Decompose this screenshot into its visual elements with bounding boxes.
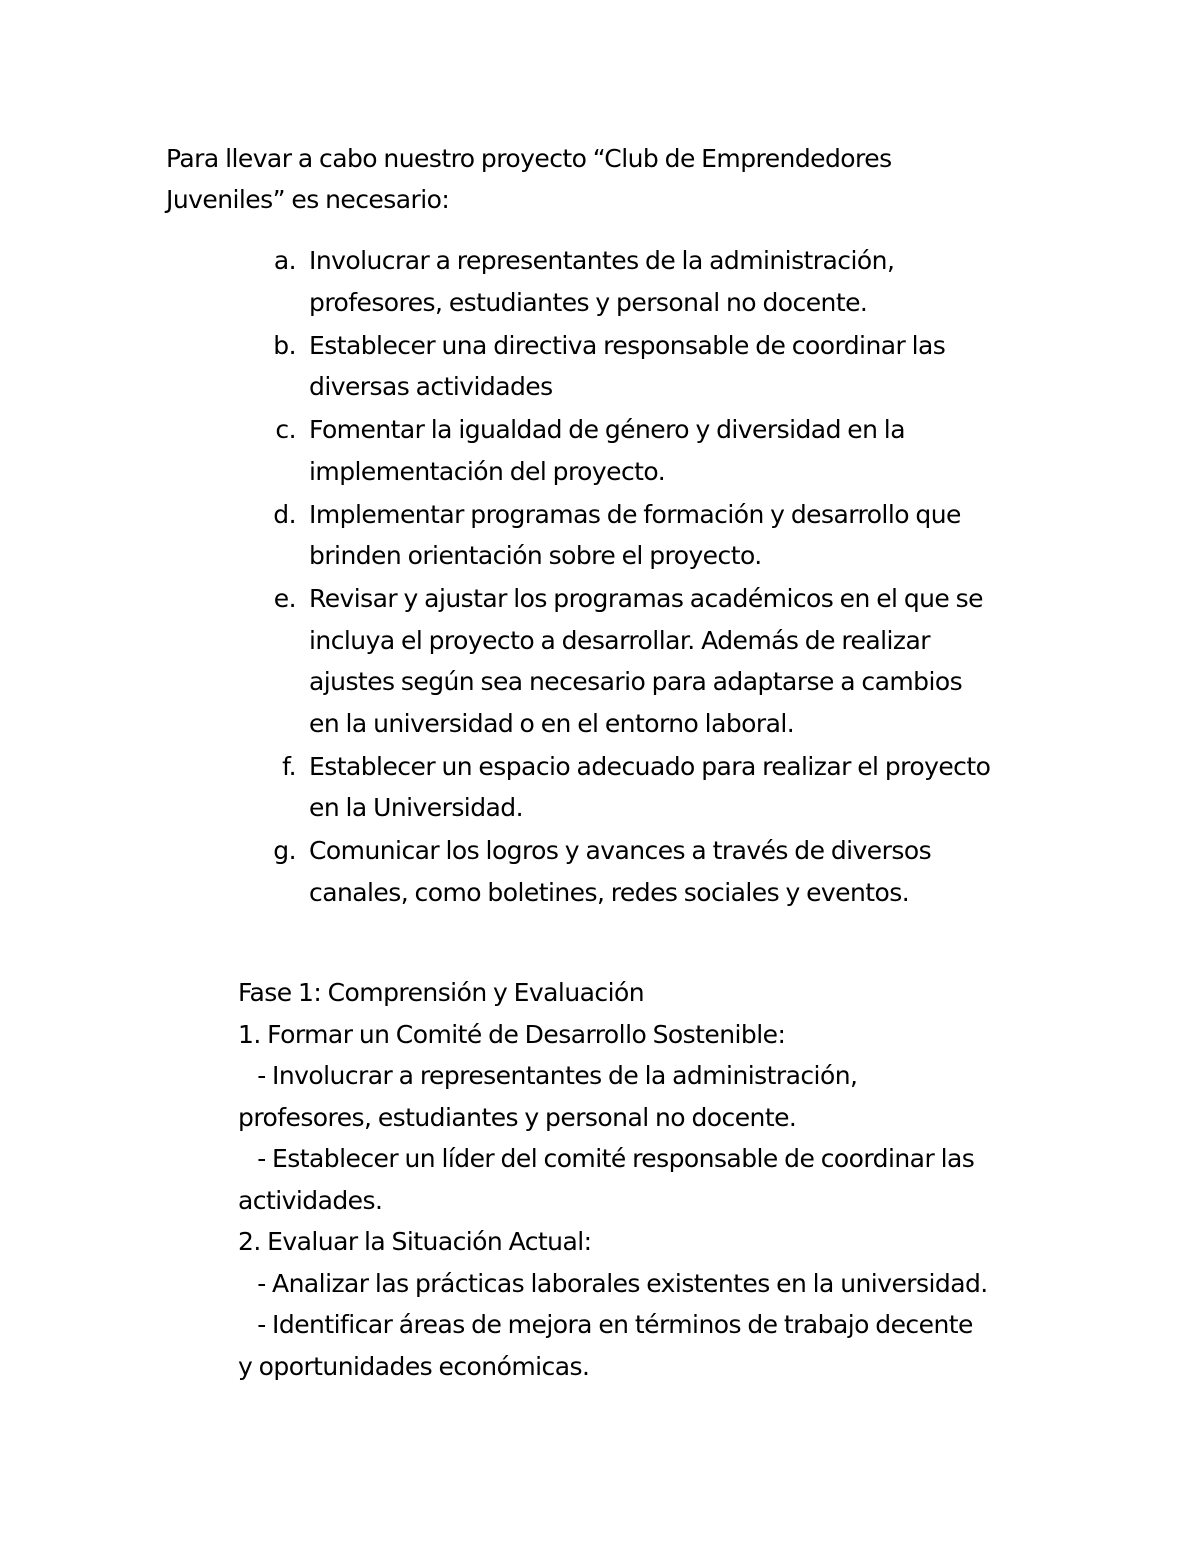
list-marker: a. (273, 246, 296, 275)
list-item-text: Comunicar los logros y avances a través de diversos (309, 836, 932, 865)
list-item-text: Involucrar a representantes de la administración, (309, 246, 895, 275)
phase-line: y oportunidades económicas. (238, 1351, 590, 1381)
phase-line: actividades. (238, 1185, 383, 1215)
intro-paragraph (166, 138, 1046, 220)
list-item (260, 240, 1050, 323)
list-item-text: brinden orientación sobre el proyecto. (309, 541, 762, 570)
phase-line: 2. Evaluar la Situación Actual: (238, 1227, 592, 1256)
phase-title: Fase 1: Comprensión y Evaluación (238, 978, 645, 1007)
list-item (260, 409, 1050, 492)
list-item-text: ajustes según sea necesario para adaptarse a cambios (309, 667, 963, 696)
list-marker: b. (273, 330, 296, 360)
phase-line: - Identificar áreas de mejora en términos de trabajo decente (238, 1310, 973, 1339)
list-item-text: implementación del proyecto. (309, 456, 666, 486)
requirements-list (260, 240, 1050, 915)
list-item (260, 830, 1050, 913)
phase-line: profesores, estudiantes y personal no docente. (238, 1102, 797, 1132)
phase-line: - Establecer un líder del comité responsable de coordinar las (238, 1144, 975, 1173)
list-item (260, 494, 1050, 577)
list-item-text: Establecer un espacio adecuado para realizar el proyecto (309, 751, 991, 781)
list-item-text: profesores, estudiantes y personal no docente. (309, 287, 868, 317)
phase-line: - Analizar las prácticas laborales existentes en la universidad. (238, 1268, 988, 1298)
list-item-text: en la Universidad. (309, 793, 524, 822)
phase-line: - Involucrar a representantes de la administración, (238, 1061, 858, 1090)
list-item-text: Implementar programas de formación y desarrollo que (309, 499, 961, 529)
list-marker: e. (273, 584, 296, 613)
list-item (260, 325, 1050, 408)
phase-section (238, 972, 1058, 1387)
list-item-text: incluya el proyecto a desarrollar. Además de realizar (309, 625, 930, 655)
list-item (260, 746, 1050, 829)
list-item-text: Fomentar la igualdad de género y diversidad en la (309, 415, 905, 444)
list-item-text: diversas actividades (309, 372, 553, 401)
list-marker: c. (275, 415, 296, 444)
list-marker: f. (282, 751, 296, 781)
intro-line: Juveniles” es necesario: (166, 185, 450, 214)
list-marker: d. (273, 499, 296, 529)
phase-line: 1. Formar un Comité de Desarrollo Sostenible: (238, 1019, 786, 1049)
list-marker: g. (273, 836, 296, 865)
list-item-text: canales, como boletines, redes sociales y eventos. (309, 877, 910, 907)
list-item (260, 578, 1050, 744)
list-item-text: Revisar y ajustar los programas académicos en el que se (309, 584, 983, 613)
list-item-text: Establecer una directiva responsable de coordinar las (309, 330, 946, 360)
intro-line: Para llevar a cabo nuestro proyecto “Club de Emprendedores (166, 144, 892, 173)
list-item-text: en la universidad o en el entorno laboral. (309, 708, 795, 738)
